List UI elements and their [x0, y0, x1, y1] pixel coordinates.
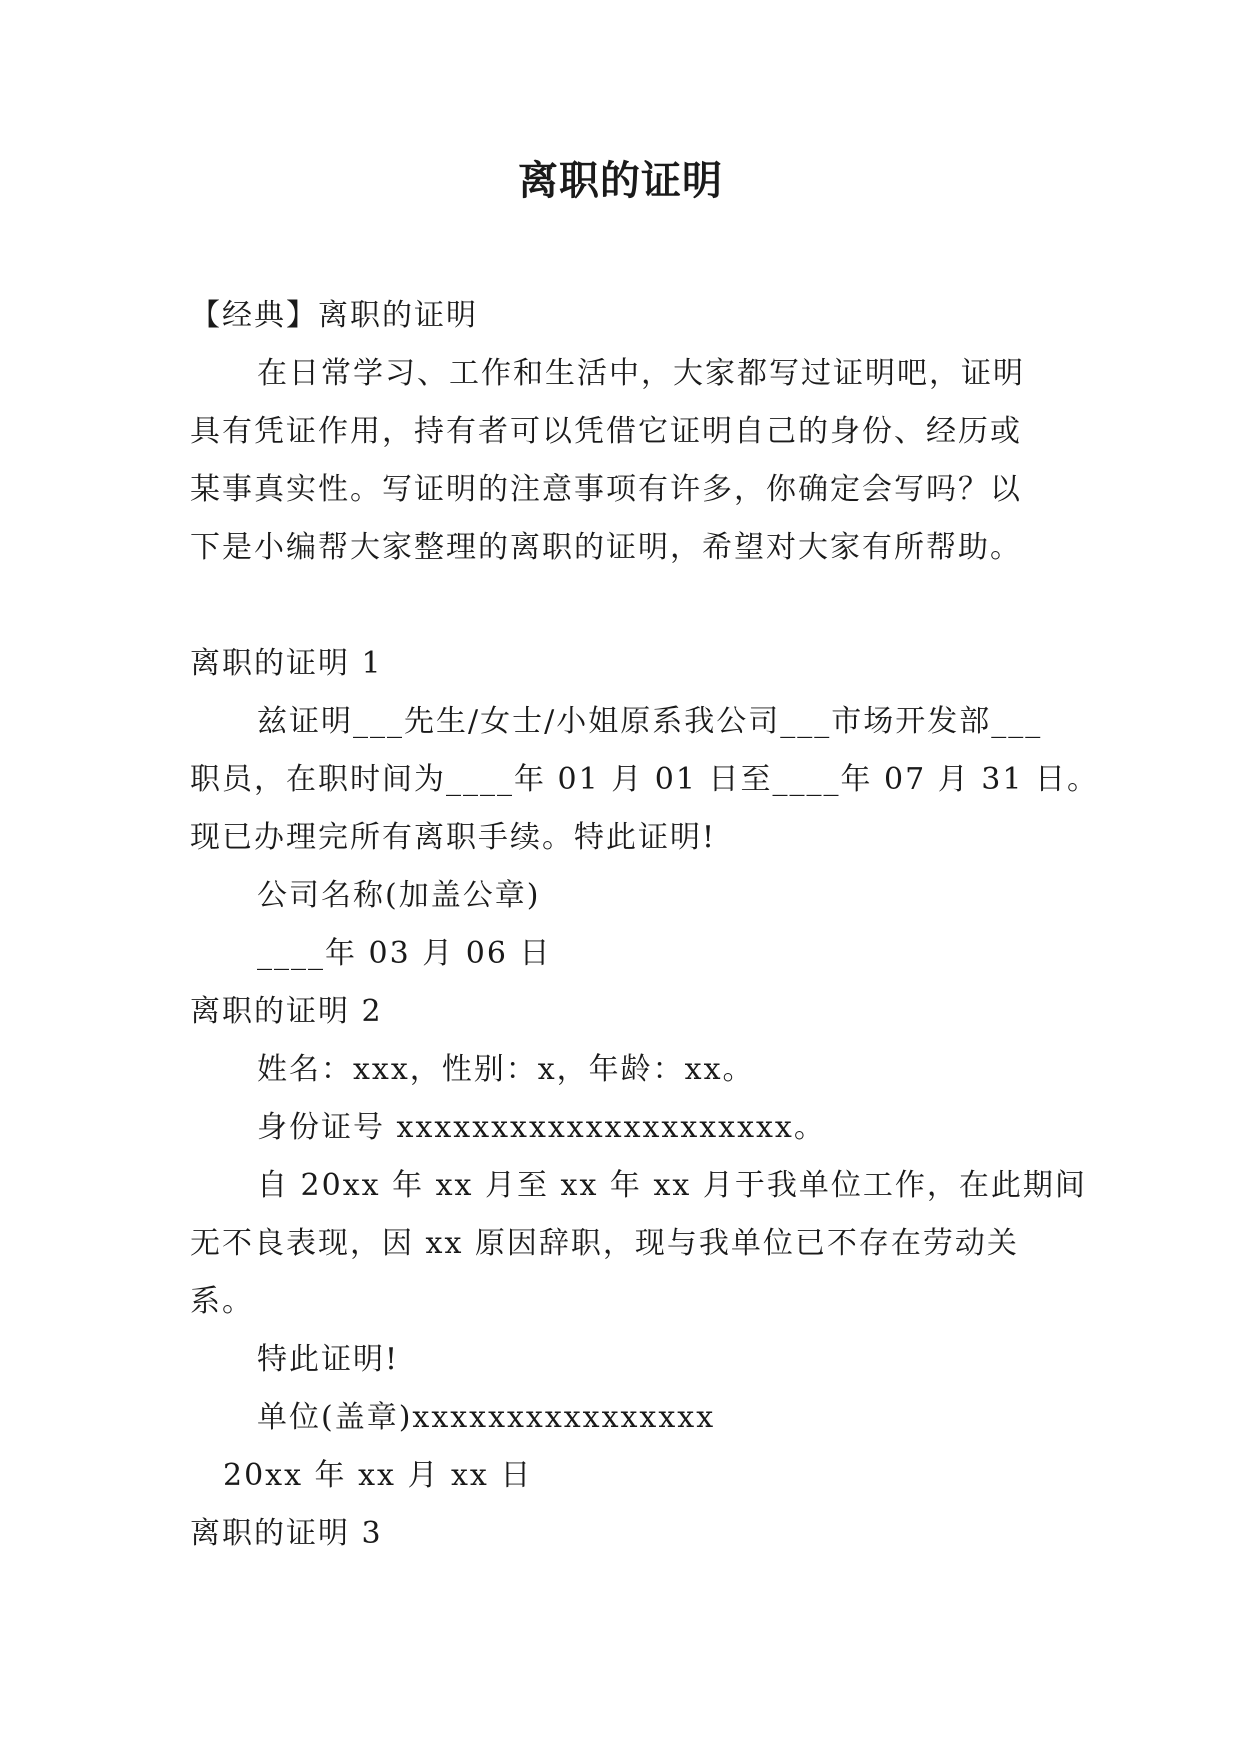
id-number-line: 身份证号 xxxxxxxxxxxxxxxxxxxxx。 — [257, 1110, 826, 1145]
unit-seal-line: 单位(盖章)xxxxxxxxxxxxxxxx — [257, 1400, 716, 1435]
paragraph-line: 职员，在职时间为____年 01 月 01 日至____年 07 月 31 日。 — [190, 762, 1099, 797]
paragraph-line: 无不良表现，因 xx 原因辞职，现与我单位已不存在劳动关 — [190, 1226, 1019, 1261]
paragraph-line: 某事真实性。写证明的注意事项有许多，你确定会写吗？以 — [190, 472, 1022, 507]
company-signature-line: 公司名称(加盖公章) — [257, 878, 541, 913]
section-heading-1: 离职的证明 1 — [190, 646, 383, 681]
section-heading-2: 离职的证明 2 — [190, 994, 383, 1029]
paragraph-line: 下是小编帮大家整理的离职的证明，希望对大家有所帮助。 — [190, 530, 1022, 565]
paragraph-line: 兹证明___先生/女士/小姐原系我公司___市场开发部___ — [257, 704, 1043, 739]
section-heading-3: 离职的证明 3 — [190, 1516, 383, 1551]
document-title: 离职的证明 — [518, 157, 723, 204]
date-line: ____年 03 月 06 日 — [257, 936, 552, 971]
paragraph-line: 系。 — [190, 1284, 254, 1319]
paragraph-line: 自 20xx 年 xx 月至 xx 年 xx 月于我单位工作，在此期间 — [257, 1168, 1087, 1203]
paragraph-line: 在日常学习、工作和生活中，大家都写过证明吧，证明 — [257, 356, 1025, 391]
certification-line: 特此证明! — [257, 1342, 400, 1377]
paragraph-line: 现已办理完所有离职手续。特此证明! — [190, 820, 717, 855]
date-line: 20xx 年 xx 月 xx 日 — [223, 1458, 533, 1493]
blank-line — [190, 577, 1070, 635]
personal-info-line: 姓名：xxx，性别：x，年龄：xx。 — [257, 1052, 755, 1087]
paragraph-line: 具有凭证作用，持有者可以凭借它证明自己的身份、经历或 — [190, 414, 1022, 449]
intro-heading: 【经典】离职的证明 — [190, 298, 478, 333]
document-body — [190, 287, 1099, 1563]
